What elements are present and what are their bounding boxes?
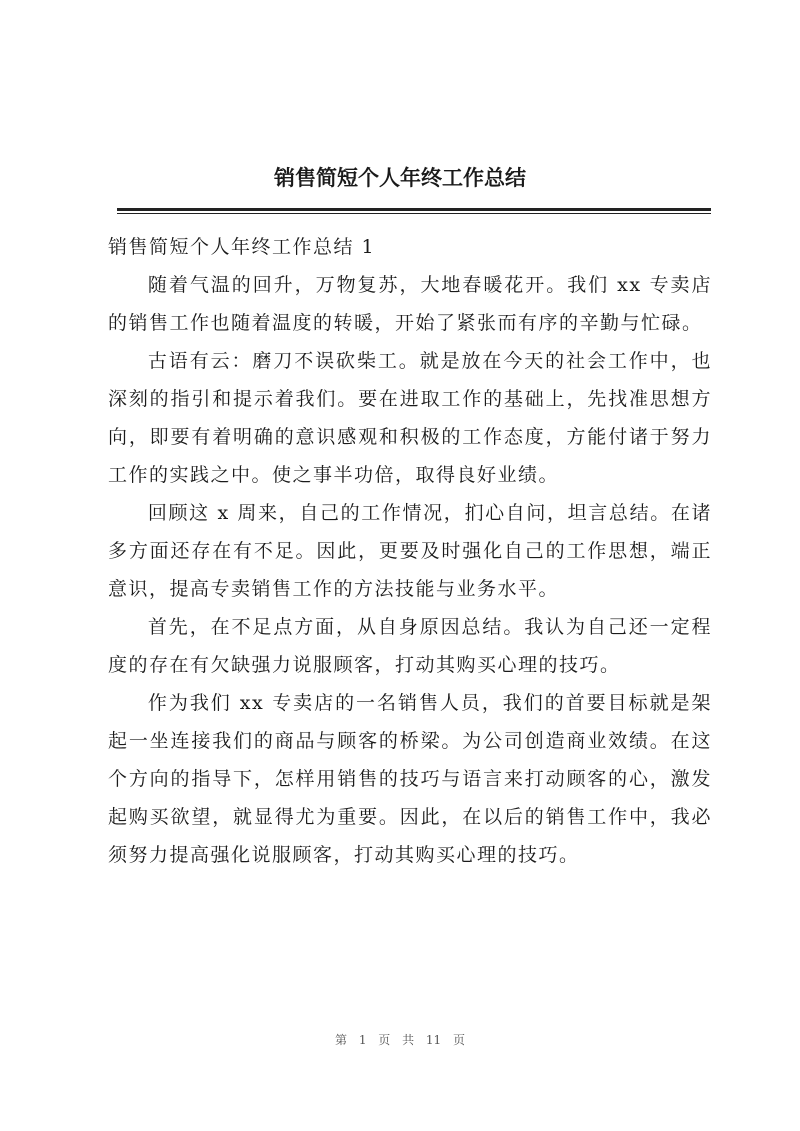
document-title: 销售简短个人年终工作总结 <box>274 165 526 190</box>
paragraph-4: 首先，在不足点方面，从自身原因总结。我认为自己还一定程度的存在有欠缺强力说服顾客，打动其购买心理的技巧。 <box>108 616 712 676</box>
page-footer: 第 1 页 共 11 页 <box>335 1033 465 1047</box>
section-heading: 销售简短个人年终工作总结 1 <box>108 236 376 258</box>
document-body <box>108 228 712 874</box>
paragraph-2: 古语有云：磨刀不误砍柴工。就是放在今天的社会工作中，也深刻的指引和提示着我们。要在进取工作的基础上，先找准思想方向，即要有着明确的意识感观和积极的工作态度，方能付诸于努力工作的实践之中。使之事半功倍，取得良好业绩。 <box>108 350 712 486</box>
paragraph-1: 随着气温的回升，万物复苏，大地春暖花开。我们 xx 专卖店的销售工作也随着温度的转暖，开始了紧张而有序的辛勤与忙碌。 <box>108 274 712 334</box>
paragraph-5: 作为我们 xx 专卖店的一名销售人员，我们的首要目标就是架起一坐连接我们的商品与顾客的桥梁。为公司创造商业效绩。在这个方向的指导下，怎样用销售的技巧与语言来打动顾客的心，激发起购买欲望，就显得尤为重要。因此，在以后的销售工作中，我必须努力提高强化说服顾客，打动其购买心理的技巧。 <box>108 692 712 866</box>
title-divider-thick <box>117 208 711 211</box>
paragraph-3: 回顾这 x 周来，自己的工作情况，扪心自问，坦言总结。在诸多方面还存在有不足。因此，更要及时强化自己的工作思想，端正意识，提高专卖销售工作的方法技能与业务水平。 <box>108 502 712 600</box>
title-divider-thin <box>117 213 711 214</box>
